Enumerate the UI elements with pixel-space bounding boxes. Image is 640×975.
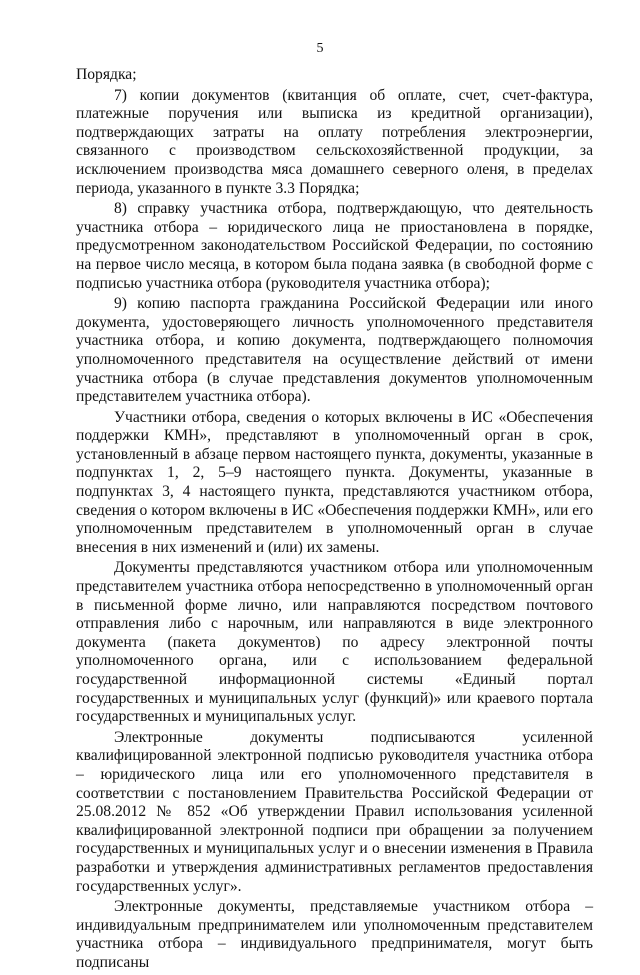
paragraph-submission-methods: Документы представляются участником отбора или уполномоченным представителем участника отбора непосредственно в уполномоченный орган в письменной форме лично, или направляются посредством почтового отправления либо с нарочным, или направляются в виде электронного документа (пакета документов) по адресу электронной почты уполномоченного органа, или с использованием федеральной государственной информационной системы «Единый портал государственных и муниципальных услуг (функций)» или краевого портала государственных и муниципальных услуг.: [76, 559, 593, 726]
paragraph-item-9: 9) копию паспорта гражданина Российской Федерации или иного документа, удостоверяющего личность уполномоченного представителя участника отбора, и копию документа, подтверждающего полномочия уполномоченного представителя на осуществление действий от имени участника отбора (в случае представления документов уполномоченным представителем участника отбора).: [76, 295, 593, 406]
paragraph-item-7: 7) копии документов (квитанция об оплате, счет, счет-фактура, платежные поручения или выписка из кредитной организации), подтверждающих затраты на оплату потребления электроэнергии, связанного с производством сельскохозяйственной продукции, за исключением производства мяса домашнего северного оленя, в пределах периода, указанного в пункте 3.3 Порядка;: [76, 86, 593, 197]
page-number: 5: [316, 41, 324, 56]
paragraph-entrepreneur-documents: Электронные документы, представляемые участником отбора – индивидуальным предпринимателем или уполномоченным представителем участника отбора – индивидуального предпринимателя, могут быть подписаны: [76, 898, 593, 971]
paragraph-continuation: Порядка;: [76, 66, 137, 83]
paragraph-electronic-signature: Электронные документы подписываются усиленной квалифицированной электронной подписью руководителя участника отбора – юридического лица или его уполномоченного представителя в соответствии с постановлением Правительства Российской Федерации от 25.08.2012 № 852 «Об утверждении Правил использования усиленной квалифицированной электронной подписи при обращении за получением государственных и муниципальных услуг и о внесении изменения в Правила разработки и утверждения административных регламентов предоставления государственных услуг».: [76, 728, 593, 895]
paragraph-participants-info: Участники отбора, сведения о которых включены в ИС «Обеспечения поддержки КМН», представляют в уполномоченный орган в срок, установленный в абзаце первом настоящего пункта, документы, указанные в подпунктах 1, 2, 5–9 настоящего пункта. Документы, указанные в подпунктах 3, 4 настоящего пункта, представляются участником отбора, сведения о котором включены в ИС «Обеспечения поддержки КМН», или его уполномоченным представителем в уполномоченный орган в случае внесения в них изменений и (или) их замены.: [76, 408, 593, 556]
document-body: [76, 66, 593, 975]
paragraph-item-8: 8) справку участника отбора, подтверждающую, что деятельность участника отбора – юридического лица не приостановлена в порядке, предусмотренном законодательством Российской Федерации, по состоянию на первое число месяца, в котором была подана заявка (в свободной форме с подписью участника отбора (руководителя участника отбора);: [76, 200, 593, 292]
